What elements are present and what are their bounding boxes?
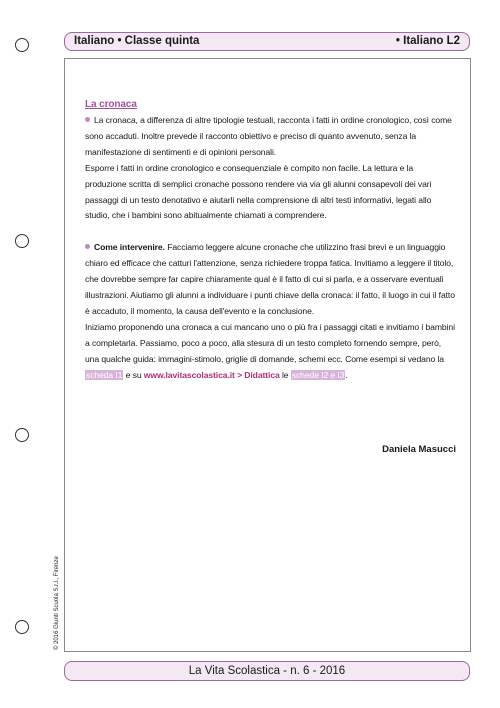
- paragraph-4: Iniziamo proponendo una cronaca a cui mancano uno o più fra i passaggi citati e invitiamo i bambini a completarla. Passiamo, poco a poco, alla stesura di un testo completo fornendo sempre, però, una qualche guida: immagini-stimolo, griglie di domande, schemi ecc. Come esempi si vedano la scheda I1 e su www.lavitascolastica.it > Didattica le schede I2 e I3.: [85, 321, 455, 380]
- subheading: Come intervenire.: [94, 242, 165, 253]
- schede-2-3-link[interactable]: schede I2 e I3: [291, 369, 345, 380]
- binder-hole-2: [15, 234, 29, 248]
- website-link[interactable]: www.lavitascolastica.it > Didattica: [143, 369, 280, 380]
- bullet-icon: [85, 117, 90, 122]
- footer-bar: La Vita Scolastica - n. 6 - 2016: [64, 661, 470, 681]
- header-section: • Italiano L2: [395, 35, 460, 47]
- paragraph-come-intervenire: Come intervenire. Facciamo leggere alcune cronache che utilizzino frasi brevi e un linguaggio chiaro ed efficace che catturi l'attenzione, senza richiedere troppa fatica. Invitiamo a leggere il titolo, che dovrebbe sempre far capire chiaramente qual è il fatto di cui si parla, e a osservare eventuali illustrazioni. Aiutiamo gli alunni a individuare i punti chiave della cronaca: il fatto, il luogo in cui il fatto è accaduto, il momento, la causa dell'evento e la conclusione.: [85, 242, 455, 316]
- header-bar: [64, 32, 470, 51]
- content-box: [64, 58, 471, 652]
- paragraph-intro: La cronaca, a differenza di altre tipologie testuali, racconta i fatti in ordine cronologico, così come sono accaduti. Inoltre prevede il racconto obiettivo e preciso di quanto avvenuto, senza la manifestazione di sentimenti e di opinioni personali.: [85, 115, 452, 157]
- section-title: La cronaca: [85, 99, 137, 110]
- scheda-1-link[interactable]: scheda I1: [86, 369, 123, 380]
- bullet-icon: [85, 244, 90, 249]
- binder-hole-4: [15, 620, 29, 634]
- binder-hole-1: [15, 38, 29, 52]
- author-name: Daniela Masucci: [382, 444, 456, 455]
- binder-hole-3: [15, 428, 29, 442]
- article-body: [85, 97, 455, 384]
- copyright-notice: © 2016 Giunti Scuola S.r.l., Firenze: [54, 556, 60, 650]
- paragraph-2: Esporre i fatti in ordine cronologico e consequenziale è compito non facile. La lettura e la produzione scritta di semplici cronache possono rendere via via gli alunni consapevoli dei vari passaggi di un testo denotativo e aiutarli nella comprensione di altri testi informativi, legati allo studio, che i bambini sono abitualmente chiamati a comprendere.: [85, 162, 432, 221]
- header-subject: Italiano • Classe quinta: [74, 35, 200, 47]
